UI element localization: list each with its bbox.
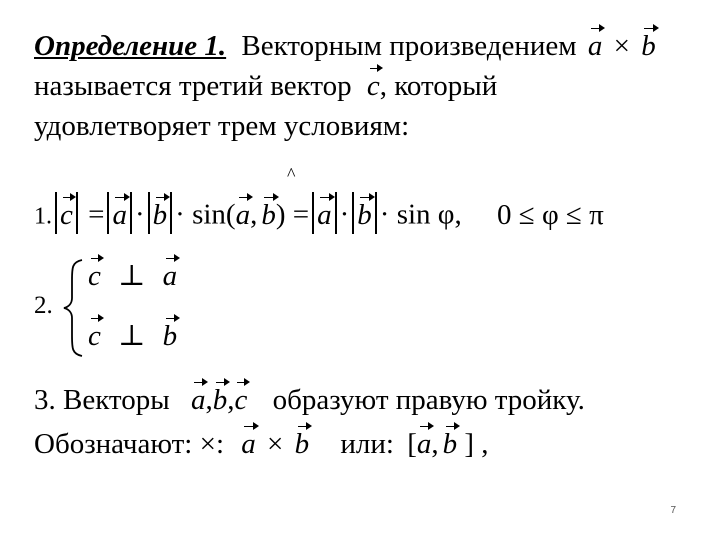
abs-bar bbox=[170, 192, 172, 234]
abs-bar bbox=[107, 192, 109, 234]
vector-b: b bbox=[442, 428, 458, 460]
vector-b: b bbox=[357, 198, 372, 231]
abs-bar bbox=[130, 192, 132, 234]
vector-b: b bbox=[261, 198, 276, 231]
vector-a: a bbox=[112, 198, 127, 231]
vector-a: a bbox=[235, 198, 251, 231]
equals-symbol: = bbox=[292, 198, 310, 231]
vector-b: b bbox=[162, 320, 178, 352]
close-bracket: ] , bbox=[464, 428, 489, 460]
notation-pre: Обозначают: bbox=[34, 428, 193, 460]
vector-c: c bbox=[60, 198, 73, 231]
vector-a: a bbox=[317, 198, 332, 231]
vector-a: a bbox=[587, 30, 603, 62]
vector-a: a bbox=[190, 384, 206, 416]
vector-a: a bbox=[241, 428, 256, 460]
vector-c: c bbox=[88, 260, 101, 292]
definition-line-1 bbox=[34, 32, 656, 61]
abs-bar bbox=[55, 192, 57, 234]
comma: , bbox=[227, 384, 235, 416]
abs-bar bbox=[148, 192, 150, 234]
definition-line-3 bbox=[34, 112, 409, 141]
definition-label: Определение 1. bbox=[34, 30, 227, 62]
condition-3-post: образуют правую тройку. bbox=[272, 384, 585, 416]
vector-c: c bbox=[234, 384, 248, 416]
comma: , bbox=[250, 198, 258, 231]
sin-function: · sin( bbox=[175, 198, 236, 231]
open-bracket: [ bbox=[407, 428, 417, 460]
perpendicular-symbol: ⊥ bbox=[118, 320, 146, 352]
notation-line bbox=[34, 430, 489, 459]
comma: , bbox=[205, 384, 213, 416]
definition-line-2-pre: называется третий вектор bbox=[34, 70, 352, 102]
vector-c: c bbox=[88, 320, 101, 352]
phi-range: 0 ≤ φ ≤ π bbox=[497, 198, 604, 231]
times-symbol: × bbox=[613, 30, 630, 62]
vector-a: a bbox=[416, 428, 432, 460]
vector-b: b bbox=[152, 198, 168, 231]
abs-bar bbox=[76, 192, 78, 234]
condition-1 bbox=[34, 196, 604, 238]
condition-3 bbox=[34, 386, 585, 415]
equals-symbol: = bbox=[88, 198, 105, 231]
abs-bar bbox=[335, 192, 337, 234]
definition-line-2-post: , который bbox=[379, 70, 498, 102]
definition-line-3-text: удовлетворяет трем условиям: bbox=[34, 110, 410, 142]
page-number: 7 bbox=[670, 505, 676, 516]
abs-bar bbox=[312, 192, 314, 234]
angle-hat: ^ bbox=[287, 164, 296, 184]
vector-a: a bbox=[162, 260, 178, 292]
close-paren: ) bbox=[275, 198, 286, 231]
curly-brace bbox=[62, 258, 84, 358]
sin-phi: · sin φ, bbox=[379, 198, 462, 231]
times-symbol: ×: bbox=[199, 428, 225, 460]
vector-b: b bbox=[294, 428, 310, 460]
dot-symbol: · bbox=[134, 198, 145, 231]
condition-1-number: 1. bbox=[34, 203, 52, 230]
comma: , bbox=[431, 428, 439, 460]
vector-b: b bbox=[212, 384, 228, 416]
condition-2-number: 2. bbox=[34, 292, 53, 319]
perpendicular-symbol: ⊥ bbox=[118, 260, 146, 292]
notation-or: или: bbox=[340, 428, 394, 460]
vector-b: b bbox=[641, 30, 656, 62]
definition-line-2 bbox=[34, 72, 497, 101]
times-symbol: × bbox=[267, 428, 284, 460]
condition-2-row-2 bbox=[88, 322, 177, 351]
condition-2-row-1 bbox=[88, 262, 177, 291]
vector-c: c bbox=[366, 70, 380, 102]
abs-bar bbox=[352, 192, 354, 234]
dot-symbol: · bbox=[339, 198, 350, 231]
condition-3-pre: 3. Векторы bbox=[34, 384, 170, 416]
definition-text: Векторным произведением bbox=[241, 30, 577, 62]
abs-bar bbox=[375, 192, 377, 234]
